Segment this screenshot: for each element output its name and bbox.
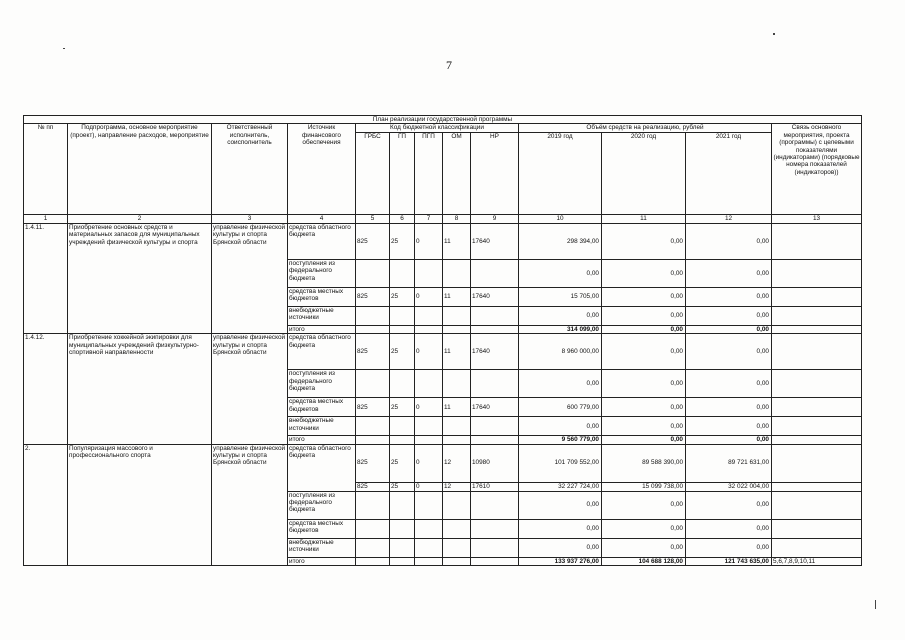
header-om: ОМ xyxy=(443,132,471,214)
cell-link xyxy=(772,223,862,259)
col-number: 7 xyxy=(415,214,443,223)
cell-2021: 0,00 xyxy=(686,370,772,398)
scan-speck xyxy=(875,600,876,609)
row-responsible: управление физической культуры и спорта Брянской области xyxy=(212,444,288,565)
cell-2020: 0,00 xyxy=(602,417,686,436)
source-total: итого xyxy=(288,557,356,565)
cell-grbs: 825 xyxy=(356,482,390,491)
col-number: 12 xyxy=(686,214,772,223)
cell-2021: 0,00 xyxy=(686,491,772,519)
cell-om: 11 xyxy=(443,287,471,306)
cell-2019: 0,00 xyxy=(519,519,602,538)
cell-2020: 0,00 xyxy=(602,398,686,417)
source-local: средства местных бюджетов xyxy=(288,287,356,306)
cell-gp: 25 xyxy=(390,444,415,482)
header-funds: Объём средств на реализацию, рублей xyxy=(519,124,772,132)
col-number: 1 xyxy=(24,214,68,223)
header-budget-code: Код бюджетной классификации xyxy=(356,124,519,132)
cell-grbs: 825 xyxy=(356,287,390,306)
cell-grbs: 825 xyxy=(356,223,390,259)
cell-2021: 89 721 631,00 xyxy=(686,444,772,482)
table-title: План реализации государственной программы xyxy=(24,116,862,124)
header-link: Связь основного мероприятия, проекта (программы) с целевыми показателями (индикаторами) (порядковые номера показателей (индикаторов)) xyxy=(772,124,862,214)
cell-2020: 0,00 xyxy=(602,325,686,333)
source-federal: поступления из федерального бюджета xyxy=(288,370,356,398)
cell-link xyxy=(772,444,862,482)
header-pgp: ПГП xyxy=(415,132,443,214)
source-regional: средства областного бюджета xyxy=(288,444,356,491)
cell-grbs: 825 xyxy=(356,334,390,370)
cell-2020: 0,00 xyxy=(602,223,686,259)
cell-2019: 101 709 552,00 xyxy=(519,444,602,482)
cell-link xyxy=(772,334,862,370)
col-number: 11 xyxy=(602,214,686,223)
header-2020: 2020 год xyxy=(602,132,686,214)
header-gp: ГП xyxy=(390,132,415,214)
col-number: 6 xyxy=(390,214,415,223)
header-responsible: Ответственный исполнитель, соисполнитель xyxy=(212,124,288,214)
cell-2021: 0,00 xyxy=(686,287,772,306)
cell-2020: 0,00 xyxy=(602,436,686,444)
cell-2019: 0,00 xyxy=(519,538,602,557)
scan-speck xyxy=(773,33,775,35)
cell-gp: 25 xyxy=(390,223,415,259)
col-number: 13 xyxy=(772,214,862,223)
header-grbs: ГРБС xyxy=(356,132,390,214)
cell-2021: 0,00 xyxy=(686,538,772,557)
row-number: 2. xyxy=(24,444,68,565)
col-number: 8 xyxy=(443,214,471,223)
col-number: 4 xyxy=(288,214,356,223)
cell-grbs: 825 xyxy=(356,444,390,482)
cell-pgp: 0 xyxy=(415,287,443,306)
cell-gp: 25 xyxy=(390,398,415,417)
row-responsible: управление физической культуры и спорта Брянской области xyxy=(212,334,288,444)
cell-2020: 0,00 xyxy=(602,287,686,306)
row-name: Приобретение основных средств и материальных запасов для муниципальных учреждений физической культуры и спорта xyxy=(68,223,212,333)
cell-2020: 0,00 xyxy=(602,259,686,287)
cell-gp: 25 xyxy=(390,482,415,491)
header-2019: 2019 год xyxy=(519,132,602,214)
cell-om: 11 xyxy=(443,223,471,259)
table-row xyxy=(24,334,862,370)
col-number: 5 xyxy=(356,214,390,223)
cell-2021: 0,00 xyxy=(686,398,772,417)
header-2021: 2021 год xyxy=(686,132,772,214)
program-plan-table xyxy=(23,115,862,566)
cell-2021: 0,00 xyxy=(686,417,772,436)
source-local: средства местных бюджетов xyxy=(288,519,356,538)
table-title-row xyxy=(24,116,862,124)
cell-nr: 17640 xyxy=(471,398,519,417)
page-number: 7 xyxy=(446,58,452,72)
cell-2021: 0,00 xyxy=(686,306,772,325)
cell-om: 12 xyxy=(443,482,471,491)
cell-nr: 17640 xyxy=(471,223,519,259)
cell-pgp: 0 xyxy=(415,223,443,259)
cell-2021: 0,00 xyxy=(686,519,772,538)
source-total: итого xyxy=(288,325,356,333)
cell-2019: 9 560 779,00 xyxy=(519,436,602,444)
row-name: Популяризация массового и профессионального спорта xyxy=(68,444,212,565)
table-row xyxy=(24,444,862,482)
cell-2019: 0,00 xyxy=(519,259,602,287)
cell-2020: 0,00 xyxy=(602,334,686,370)
cell-2019: 15 705,00 xyxy=(519,287,602,306)
source-extra: внебюджетные источники xyxy=(288,306,356,325)
cell-2020: 104 688 128,00 xyxy=(602,557,686,565)
cell-nr: 17640 xyxy=(471,334,519,370)
cell-pgp: 0 xyxy=(415,398,443,417)
cell-gp: 25 xyxy=(390,287,415,306)
header-name: Подпрограмма, основное мероприятие (проект), направление расходов, мероприятие xyxy=(68,124,212,214)
cell-2021: 0,00 xyxy=(686,436,772,444)
source-federal: поступления из федерального бюджета xyxy=(288,259,356,287)
cell-link: 5,6,7,8,9,10,11 xyxy=(772,557,862,565)
row-number: 1.4.11. xyxy=(24,223,68,333)
col-number: 10 xyxy=(519,214,602,223)
cell-pgp: 0 xyxy=(415,334,443,370)
cell-2020: 0,00 xyxy=(602,538,686,557)
cell-2019: 0,00 xyxy=(519,306,602,325)
cell-nr: 10980 xyxy=(471,444,519,482)
cell-2021: 121 743 635,00 xyxy=(686,557,772,565)
col-number: 3 xyxy=(212,214,288,223)
cell-2021: 32 022 004,00 xyxy=(686,482,772,491)
cell-2020: 0,00 xyxy=(602,491,686,519)
cell-2021: 0,00 xyxy=(686,325,772,333)
row-responsible: управление физической культуры и спорта Брянской области xyxy=(212,223,288,333)
cell-2019: 8 960 000,00 xyxy=(519,334,602,370)
cell-om: 12 xyxy=(443,444,471,482)
cell-pgp: 0 xyxy=(415,444,443,482)
cell-2019: 298 394,00 xyxy=(519,223,602,259)
header-nr: НР xyxy=(471,132,519,214)
cell-2019: 32 227 724,00 xyxy=(519,482,602,491)
source-total: итого xyxy=(288,436,356,444)
scan-speck xyxy=(63,48,65,49)
cell-2020: 89 588 390,00 xyxy=(602,444,686,482)
source-regional: средства областного бюджета xyxy=(288,223,356,259)
source-extra: внебюджетные источники xyxy=(288,417,356,436)
cell-2019: 133 937 276,00 xyxy=(519,557,602,565)
row-name: Приобретение хоккейной экипировки для муниципальных учреждений физкультурно-спортивной направленности xyxy=(68,334,212,444)
header-source: Источник финансового обеспечения xyxy=(288,124,356,214)
cell-nr: 17640 xyxy=(471,287,519,306)
cell-gp: 25 xyxy=(390,334,415,370)
cell-2020: 0,00 xyxy=(602,306,686,325)
cell-2019: 314 099,00 xyxy=(519,325,602,333)
cell-pgp: 0 xyxy=(415,482,443,491)
table-row xyxy=(24,223,862,259)
cell-2020: 15 099 738,00 xyxy=(602,482,686,491)
cell-2021: 0,00 xyxy=(686,334,772,370)
cell-grbs: 825 xyxy=(356,398,390,417)
cell-2019: 0,00 xyxy=(519,370,602,398)
header-num: № пп xyxy=(24,124,68,214)
col-number: 2 xyxy=(68,214,212,223)
col-number: 9 xyxy=(471,214,519,223)
cell-2019: 0,00 xyxy=(519,417,602,436)
source-regional: средства областного бюджета xyxy=(288,334,356,370)
source-federal: поступления из федерального бюджета xyxy=(288,491,356,519)
cell-nr: 17610 xyxy=(471,482,519,491)
cell-2021: 0,00 xyxy=(686,259,772,287)
cell-om: 11 xyxy=(443,398,471,417)
row-number: 1.4.12. xyxy=(24,334,68,444)
cell-2020: 0,00 xyxy=(602,519,686,538)
cell-2019: 0,00 xyxy=(519,491,602,519)
cell-2019: 600 779,00 xyxy=(519,398,602,417)
cell-om: 11 xyxy=(443,334,471,370)
source-extra: внебюджетные источники xyxy=(288,538,356,557)
column-numbers-row xyxy=(24,214,862,223)
cell-2020: 0,00 xyxy=(602,370,686,398)
header-row xyxy=(24,124,862,132)
cell-2021: 0,00 xyxy=(686,223,772,259)
source-local: средства местных бюджетов xyxy=(288,398,356,417)
